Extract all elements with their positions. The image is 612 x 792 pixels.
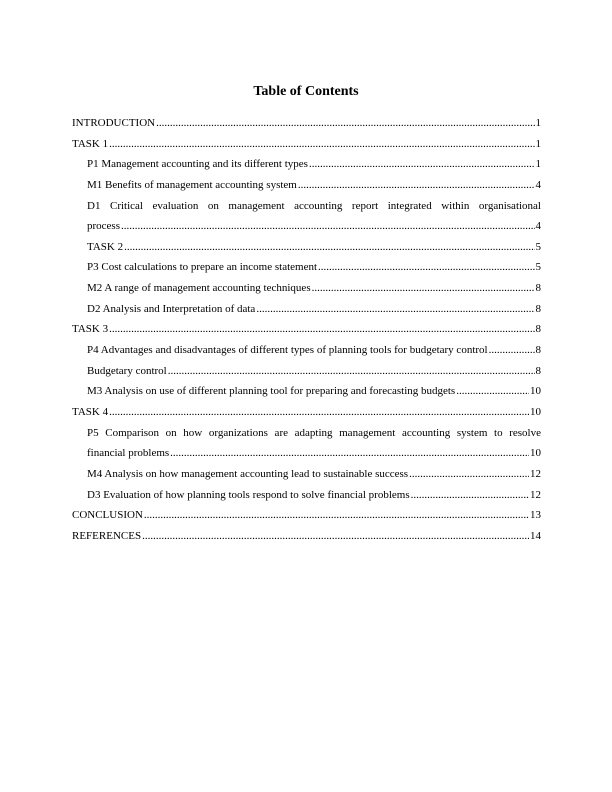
toc-entry-m3[interactable] xyxy=(72,381,541,402)
toc-entry-text: INTRODUCTION xyxy=(72,117,156,129)
toc-page-number: 1 xyxy=(535,117,541,129)
toc-leader xyxy=(411,485,529,506)
toc-entry-text: M1 Benefits of management accounting system xyxy=(87,178,297,191)
toc-page-number: 8 xyxy=(535,323,541,336)
toc-leader xyxy=(109,319,534,340)
toc-page-number: 5 xyxy=(535,261,541,274)
toc-entry-text: REFERENCES xyxy=(72,529,142,542)
toc-entry-text: M3 Analysis on use of different planning tool for preparing and forecasting budgets xyxy=(87,385,456,398)
toc-entry-text: CONCLUSION xyxy=(72,509,143,522)
toc-entry-d1[interactable] xyxy=(72,196,541,237)
toc-page-number: 10 xyxy=(530,385,541,398)
toc-entry-text: P3 Cost calculations to prepare an income statement xyxy=(87,261,318,274)
toc-page-number: 8 xyxy=(535,344,541,357)
toc-page-number: 12 xyxy=(530,467,541,480)
toc-entry-budgetary-control[interactable] xyxy=(72,361,541,382)
toc-list xyxy=(72,113,541,546)
toc-entry-text: D2 Analysis and Interpretation of data xyxy=(87,302,256,315)
toc-entry-text: TASK 3 xyxy=(72,323,109,336)
toc-entry-p4[interactable] xyxy=(72,340,541,361)
toc-leader xyxy=(170,443,529,464)
toc-entry-text-line-1: P5 Comparison on how organizations are adapting management accounting system to resolve xyxy=(87,426,541,439)
toc-page-number: 5 xyxy=(535,240,541,253)
toc-page-number: 13 xyxy=(530,509,541,522)
toc-entry-conclusion[interactable] xyxy=(72,505,541,526)
toc-leader xyxy=(168,361,535,382)
toc-leader xyxy=(109,134,534,155)
toc-entry-p3[interactable] xyxy=(72,257,541,278)
toc-entry-introduction[interactable] xyxy=(72,113,541,134)
toc-page-number: 10 xyxy=(530,405,541,418)
toc-entry-text: TASK 4 xyxy=(72,405,109,418)
toc-leader xyxy=(256,299,534,320)
toc-leader xyxy=(409,464,529,485)
toc-entry-m4[interactable] xyxy=(72,464,541,485)
toc-page-number: 4 xyxy=(535,220,541,233)
toc-title: Table of Contents xyxy=(253,84,359,99)
toc-page-number: 8 xyxy=(535,302,541,315)
toc-entry-references[interactable] xyxy=(72,526,541,547)
toc-leader xyxy=(144,505,529,526)
toc-entry-text-line-2: process xyxy=(87,220,120,233)
toc-leader xyxy=(309,154,535,175)
toc-entry-m1[interactable] xyxy=(72,175,541,196)
toc-page-number: 1 xyxy=(535,137,541,150)
toc-page-number: 12 xyxy=(530,488,541,501)
toc-entry-text: P4 Advantages and disadvantages of different types of planning tools for budgetary control xyxy=(87,344,488,357)
toc-entry-m2[interactable] xyxy=(72,278,541,299)
toc-leader xyxy=(312,278,535,299)
toc-entry-text: Budgetary control xyxy=(87,364,167,377)
toc-page-number: 14 xyxy=(530,529,541,542)
toc-entry-text: TASK 1 xyxy=(72,137,109,150)
toc-entry-task-3[interactable] xyxy=(72,319,541,340)
toc-leader xyxy=(489,340,535,361)
toc-entry-text: P1 Management accounting and its different types xyxy=(87,158,308,171)
toc-leader xyxy=(124,237,534,258)
toc-entry-text-line-2: financial problems xyxy=(87,447,170,460)
toc-entry-p5[interactable] xyxy=(72,423,541,464)
toc-leader xyxy=(318,257,534,278)
toc-entry-d2[interactable] xyxy=(72,299,541,320)
toc-entry-text: D3 Evaluation of how planning tools respond to solve financial problems xyxy=(87,488,410,501)
toc-page-number: 10 xyxy=(530,447,541,460)
toc-leader xyxy=(456,381,529,402)
toc-entry-d3[interactable] xyxy=(72,485,541,506)
toc-page-number: 4 xyxy=(535,178,541,191)
toc-entry-task-1[interactable] xyxy=(72,134,541,155)
toc-page-number: 8 xyxy=(535,282,541,295)
toc-leader xyxy=(298,175,535,196)
toc-entry-p1[interactable] xyxy=(72,154,541,175)
toc-page-number: 1 xyxy=(535,158,541,171)
toc-entry-text-line-1: D1 Critical evaluation on management accounting report integrated within organisational xyxy=(87,199,541,212)
toc-entry-task-2[interactable] xyxy=(72,237,541,258)
toc-entry-text: TASK 2 xyxy=(87,240,124,253)
toc-leader xyxy=(121,216,535,237)
toc-leader xyxy=(142,526,529,547)
toc-entry-text: M4 Analysis on how management accounting lead to sustainable success xyxy=(87,467,409,480)
toc-entry-task-4[interactable] xyxy=(72,402,541,423)
toc-leader xyxy=(156,113,534,134)
toc-leader xyxy=(109,402,529,423)
toc-entry-text: M2 A range of management accounting techniques xyxy=(87,282,311,295)
toc-page-number: 8 xyxy=(535,364,541,377)
